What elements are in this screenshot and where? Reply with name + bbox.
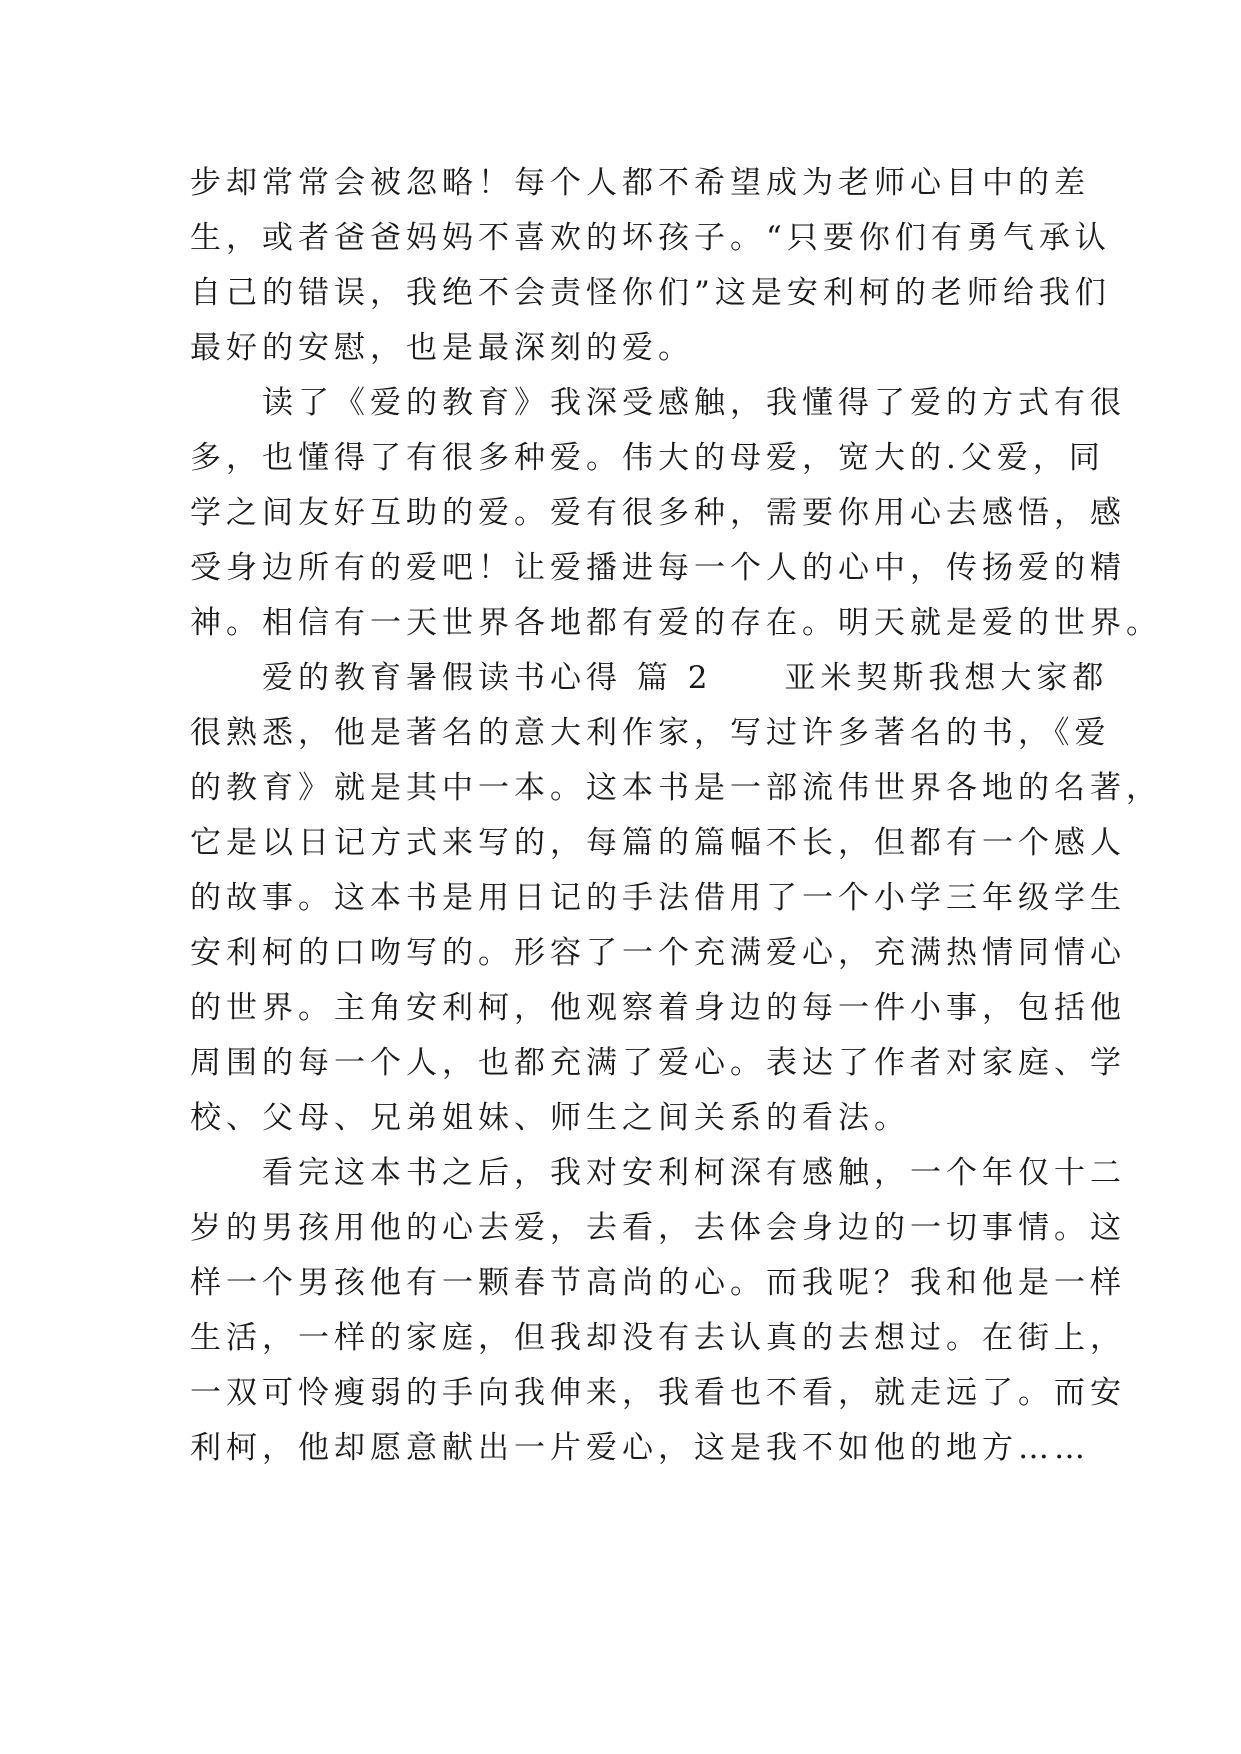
paragraph-first-line: 看完这本书之后，我对安利柯深有感触，一个年仅十二 [262, 1155, 1126, 1191]
text-line: 岁的男孩用他的心去爱，去看，去体会身边的一切事情。这 [190, 1210, 1126, 1246]
paragraph-first-line: 读了《爱的教育》我深受感触，我懂得了爱的方式有很 [262, 385, 1126, 421]
text-line: 的世界。主角安利柯，他观察着身边的每一件小事，包括他 [190, 990, 1126, 1026]
text-line: 样一个男孩他有一颗春节高尚的心。而我呢？我和他是一样 [190, 1265, 1126, 1301]
paragraph-start: 亚米契斯我想大家都 [784, 660, 1109, 696]
text-line: 生活，一样的家庭，但我却没有去认真的去想过。在街上， [190, 1320, 1126, 1356]
text-line: 的教育》就是其中一本。这本书是一部流伟世界各地的名著， [190, 770, 1162, 806]
text-line: 学之间友好互助的爱。爱有很多种，需要你用心去感悟，感 [190, 495, 1126, 531]
section-heading-line [190, 651, 1109, 706]
text-line: 利柯，他却愿意献出一片爱心，这是我不如他的地方…… [190, 1430, 1090, 1466]
body-text [190, 156, 1162, 1476]
text-line: 最好的安慰，也是最深刻的爱。 [190, 330, 694, 366]
text-line: 神。相信有一天世界各地都有爱的存在。明天就是爱的世界。 [190, 605, 1162, 641]
text-line: 生，或者爸爸妈妈不喜欢的坏孩子。“只要你们有勇气承认 [190, 220, 1111, 256]
text-line: 的故事。这本书是用日记的手法借用了一个小学三年级学生 [190, 880, 1126, 916]
text-line: 很熟悉，他是著名的意大利作家，写过许多著名的书，《爱 [190, 715, 1111, 751]
text-line: 受身边所有的爱吧！让爱播进每一个人的心中，传扬爱的精 [190, 550, 1126, 586]
text-line: 步却常常会被忽略！每个人都不希望成为老师心目中的差 [190, 165, 1090, 201]
text-line: 多，也懂得了有很多种爱。伟大的母爱，宽大的.父爱，同 [190, 440, 1105, 476]
text-line: 安利柯的口吻写的。形容了一个充满爱心，充满热情同情心 [190, 935, 1126, 971]
text-line: 周围的每一个人，也都充满了爱心。表达了作者对家庭、学 [190, 1045, 1126, 1081]
text-line: 一双可怜瘦弱的手向我伸来，我看也不看，就走远了。而安 [190, 1375, 1126, 1411]
section-heading: 爱的教育暑假读书心得 篇 2 [262, 660, 713, 696]
text-line: 自己的错误，我绝不会责怪你们”这是安利柯的老师给我们 [190, 275, 1111, 311]
text-line: 它是以日记方式来写的，每篇的篇幅不长，但都有一个感人 [190, 825, 1126, 861]
text-line: 校、父母、兄弟姐妹、师生之间关系的看法。 [190, 1100, 910, 1136]
